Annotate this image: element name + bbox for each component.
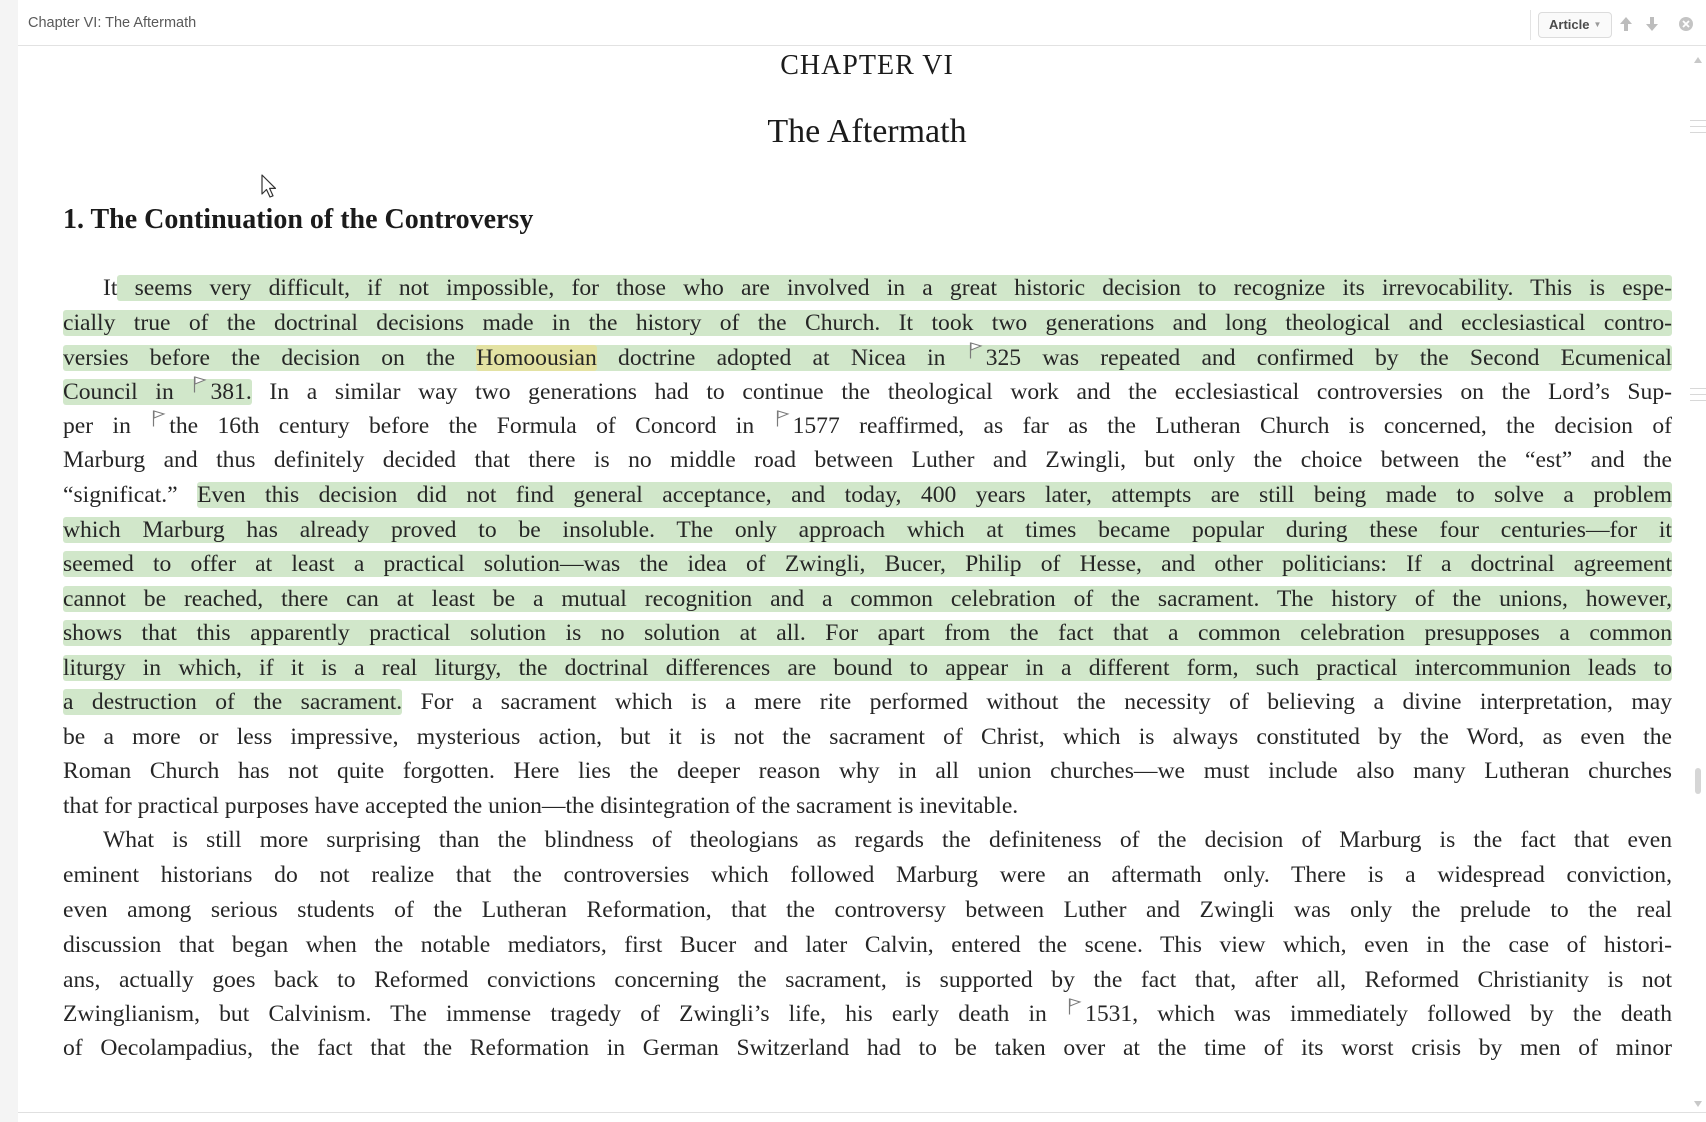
view-mode-label: Article [1549, 17, 1590, 32]
text-line [63, 478, 1672, 512]
flag-icon[interactable] [776, 410, 790, 427]
text-span: 1577 reaffirmed, as far as the Lutheran Church is concerned, the decision of [792, 413, 1672, 439]
text-span: For a sacrament which is a mere rite performed without the necessity of believing a divine interpretation, may [402, 689, 1672, 715]
flag-icon[interactable] [969, 342, 983, 359]
scroll-marker [1690, 132, 1706, 133]
text-line [63, 651, 1672, 685]
text-span: Zwinglianism, but Calvinism. The immense tragedy of Zwingli’s life, his early death in [63, 1001, 1067, 1027]
text-line [63, 409, 1672, 443]
scroll-thumb[interactable] [1695, 768, 1701, 794]
text-line: even among serious students of the Lutheran Reformation, that the controversy between Luther and Zwingli was only the prelude to the real [63, 897, 1672, 923]
highlight[interactable] [63, 379, 252, 405]
text-line [63, 685, 1672, 719]
arrow-down-icon [1642, 14, 1662, 34]
flag-icon[interactable] [152, 410, 166, 427]
toolbar-separator [1530, 10, 1531, 40]
text-span: In a similar way two generations had to continue the theological work and the ecclesiastical controversies on the Lord’s Sup- [251, 379, 1672, 405]
text-line: discussion that began when the notable mediators, first Bucer and later Calvin, entered the scene. This view which, even in the case of histori- [63, 932, 1672, 958]
flag-icon[interactable] [1068, 998, 1082, 1015]
highlight[interactable]: shows that this apparently practical solution is no solution at all. For apart from the fact that a common celebration presupposes a common [63, 620, 1672, 646]
text-span: 381. [210, 379, 252, 405]
text-span: doctrine adopted at Nicea in [596, 345, 967, 371]
highlight[interactable]: cially true of the doctrinal decisions made in the history of the Church. It took two generations and long theological and ecclesiastical contro- [63, 310, 1672, 336]
section-heading: 1. The Continuation of the Controversy [63, 204, 534, 235]
text-line [63, 616, 1672, 650]
text-line [63, 997, 1672, 1031]
close-button[interactable] [1676, 14, 1696, 34]
previous-button[interactable] [1616, 14, 1636, 34]
vertical-scrollbar[interactable] [1690, 48, 1706, 1116]
text-line: ans, actually goes back to Reformed convictions concerning the sacrament, is supported by the fact that, after all, Reformed Christianity is not [63, 967, 1672, 993]
close-circle-icon [1676, 14, 1696, 34]
chapter-title: The Aftermath [767, 113, 967, 150]
next-button[interactable] [1642, 14, 1662, 34]
text-span: Council in [63, 379, 192, 405]
highlight[interactable]: seemed to offer at least a practical solution—was the idea of Zwingli, Bucer, Philip of Hesse, and other politicians: If a doctrinal agreement [63, 551, 1672, 577]
scroll-up-arrow-icon [1693, 56, 1703, 64]
highlight[interactable]: liturgy in which, if it is a real liturgy, the doctrinal differences are bound to appear in a different form, such practical intercommunion leads to [63, 655, 1672, 681]
article-content[interactable] [42, 46, 1672, 1116]
highlight[interactable]: seems very difficult, if not impossible, for those who are involved in a great historic decision to recognize its irrevocability. This is espe- [117, 275, 1672, 301]
text-line [63, 547, 1672, 581]
title-bar [18, 4, 1706, 46]
text-line: What is still more surprising than the blindness of theologians as regards the definiteness of the decision of Marburg is the fact that even [103, 827, 1672, 853]
scroll-marker [1690, 394, 1706, 395]
chapter-number: CHAPTER VI [780, 50, 954, 81]
reader-window [18, 4, 1706, 1122]
text-line [63, 513, 1672, 547]
mouse-pointer-icon [261, 174, 279, 200]
text-line [63, 271, 1672, 305]
text-line: eminent historians do not realize that the controversies which followed Marburg were an aftermath only. There is a widespread conviction, [63, 862, 1672, 888]
text-span: the 16th century before the Formula of Concord in [169, 413, 774, 439]
scroll-down-arrow-icon [1693, 1100, 1703, 1108]
text-span: It [103, 275, 118, 301]
text-span: versies before the decision on the [63, 345, 477, 371]
text-line: of Oecolampadius, the fact that the Reformation in German Switzerland had to be taken over at the time of its worst crisis by men of minor [63, 1035, 1672, 1061]
text-line [63, 582, 1672, 616]
highlight[interactable]: cannot be reached, there can at least be a mutual recognition and a common celebration of the sacrament. The history of the unions, however, [63, 586, 1672, 612]
highlight[interactable] [63, 345, 1672, 371]
scroll-marker [1690, 400, 1706, 401]
text-line [63, 306, 1672, 340]
text-line: Roman Church has not quite forgotten. Here lies the deeper reason why in all union churches—we must include also many Lutheran churches [63, 758, 1672, 784]
text-span: “significat.” [63, 482, 198, 508]
flag-icon[interactable] [193, 376, 207, 393]
text-line [63, 341, 1672, 375]
text-span: per in [63, 413, 151, 439]
highlight[interactable]: a destruction of the sacrament. [63, 689, 403, 715]
arrow-up-icon [1616, 14, 1636, 34]
highlight[interactable]: Even this decision did not find general acceptance, and today, 400 years later, attempts are still being made to solve a problem [197, 482, 1672, 508]
chevron-down-icon: ▼ [1593, 20, 1602, 29]
text-span: 325 was repeated and confirmed by the Second Ecumenical [985, 345, 1672, 371]
bottom-border [18, 1112, 1706, 1113]
window-title: Chapter VI: The Aftermath [28, 15, 197, 31]
scroll-marker [1690, 120, 1706, 121]
highlight-yellow[interactable]: Homoousian [476, 345, 597, 371]
scroll-marker [1690, 126, 1706, 127]
scroll-marker [1690, 388, 1706, 389]
text-line: Marburg and thus definitely decided that there is no middle road between Luther and Zwingli, but only the choice between the “est” and the [63, 447, 1672, 473]
view-mode-dropdown[interactable] [1538, 12, 1612, 38]
text-line [63, 375, 1672, 409]
text-span: 1531, which was immediately followed by the death [1085, 1001, 1672, 1027]
left-gutter [0, 0, 18, 1122]
text-line: that for practical purposes have accepted the union—the disintegration of the sacrament is inevitable. [63, 793, 1019, 819]
text-line: be a more or less impressive, mysterious action, but it is not the sacrament of Christ, which is always constituted by the Word, as even the [63, 724, 1672, 750]
highlight[interactable]: which Marburg has already proved to be insoluble. The only approach which at times became popular during these four centuries—for it [63, 517, 1672, 543]
